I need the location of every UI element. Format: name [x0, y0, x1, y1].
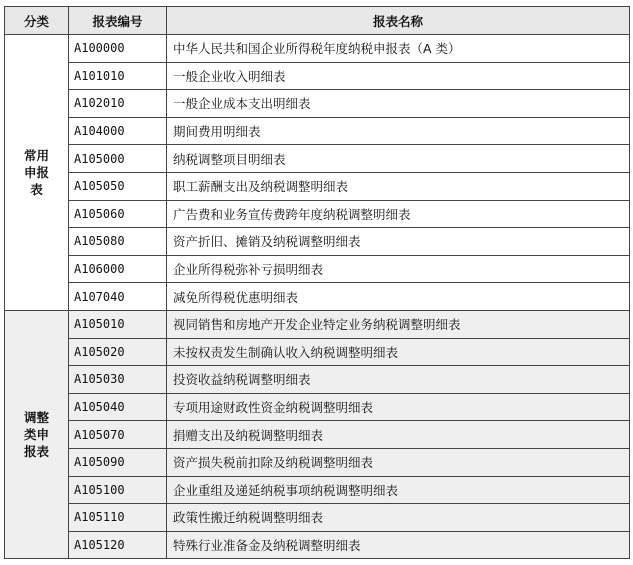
report-name-cell: 资产折旧、摊销及纳税调整明细表 — [167, 228, 630, 256]
report-name-cell: 纳税调整项目明细表 — [167, 145, 630, 173]
report-name-cell: 专项用途财政性资金纳税调整明细表 — [167, 393, 630, 421]
report-code-cell: A101010 — [69, 62, 167, 90]
table-row — [5, 145, 630, 173]
table-body — [5, 35, 630, 559]
header-category: 分类 — [5, 7, 69, 35]
table-row — [5, 62, 630, 90]
report-name-cell: 资产损失税前扣除及纳税调整明细表 — [167, 448, 630, 476]
report-name-cell: 减免所得税优惠明细表 — [167, 283, 630, 311]
report-name-cell: 企业重组及递延纳税事项纳税调整明细表 — [167, 476, 630, 504]
report-code-cell: A105040 — [69, 393, 167, 421]
report-code-cell: A106000 — [69, 255, 167, 283]
report-table — [4, 6, 630, 559]
report-name-cell: 未按权责发生制确认收入纳税调整明细表 — [167, 338, 630, 366]
report-code-cell: A105020 — [69, 338, 167, 366]
report-code-cell: A100000 — [69, 35, 167, 63]
report-code-cell: A105090 — [69, 448, 167, 476]
table-row — [5, 228, 630, 256]
table-row — [5, 448, 630, 476]
report-code-cell: A104000 — [69, 117, 167, 145]
table-row — [5, 476, 630, 504]
report-code-cell: A105050 — [69, 172, 167, 200]
report-code-cell: A105120 — [69, 531, 167, 559]
report-code-cell: A105030 — [69, 366, 167, 394]
header-name: 报表名称 — [167, 7, 630, 35]
report-table-container — [4, 6, 629, 559]
report-code-cell: A105000 — [69, 145, 167, 173]
report-code-cell: A105100 — [69, 476, 167, 504]
table-row — [5, 172, 630, 200]
report-code-cell: A105070 — [69, 421, 167, 449]
table-header-row — [5, 7, 630, 35]
report-code-cell: A105010 — [69, 310, 167, 338]
report-code-cell: A107040 — [69, 283, 167, 311]
table-row — [5, 200, 630, 228]
header-code: 报表编号 — [69, 7, 167, 35]
report-name-cell: 企业所得税弥补亏损明细表 — [167, 255, 630, 283]
report-name-cell: 中华人民共和国企业所得税年度纳税申报表（A 类） — [167, 35, 630, 63]
report-name-cell: 视同销售和房地产开发企业特定业务纳税调整明细表 — [167, 310, 630, 338]
report-name-cell: 捐赠支出及纳税调整明细表 — [167, 421, 630, 449]
report-code-cell: A105110 — [69, 504, 167, 532]
table-row — [5, 255, 630, 283]
report-name-cell: 投资收益纳税调整明细表 — [167, 366, 630, 394]
report-name-cell: 期间费用明细表 — [167, 117, 630, 145]
category-cell: 调整类申报表 — [5, 310, 69, 558]
table-row — [5, 366, 630, 394]
table-row — [5, 504, 630, 532]
table-row — [5, 90, 630, 118]
report-code-cell: A105080 — [69, 228, 167, 256]
table-row — [5, 283, 630, 311]
table-row — [5, 393, 630, 421]
table-row — [5, 531, 630, 559]
report-name-cell: 职工薪酬支出及纳税调整明细表 — [167, 172, 630, 200]
category-cell: 常用申报表 — [5, 35, 69, 311]
table-row — [5, 338, 630, 366]
report-name-cell: 一般企业收入明细表 — [167, 62, 630, 90]
report-name-cell: 政策性搬迁纳税调整明细表 — [167, 504, 630, 532]
table-row — [5, 310, 630, 338]
table-row — [5, 35, 630, 63]
table-row — [5, 117, 630, 145]
report-name-cell: 广告费和业务宣传费跨年度纳税调整明细表 — [167, 200, 630, 228]
report-code-cell: A102010 — [69, 90, 167, 118]
report-code-cell: A105060 — [69, 200, 167, 228]
report-name-cell: 一般企业成本支出明细表 — [167, 90, 630, 118]
report-name-cell: 特殊行业准备金及纳税调整明细表 — [167, 531, 630, 559]
table-row — [5, 421, 630, 449]
